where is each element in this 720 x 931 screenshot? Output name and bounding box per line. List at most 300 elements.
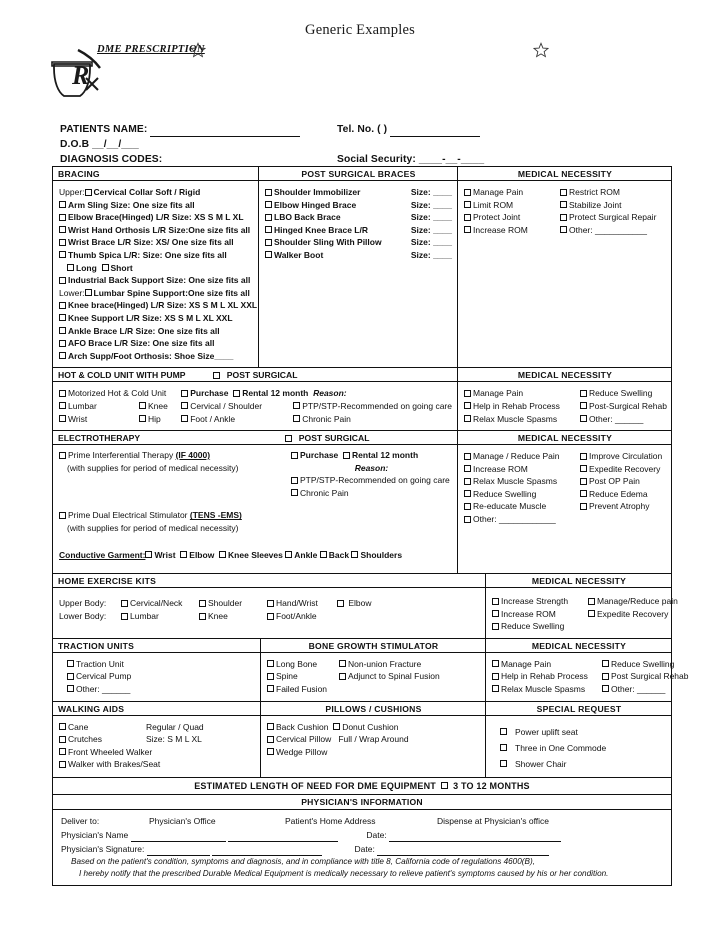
checkbox[interactable]	[464, 226, 471, 233]
checkbox[interactable]	[464, 201, 471, 208]
upper-body-row	[59, 597, 480, 610]
date-label: Date:	[366, 829, 387, 840]
list-item[interactable]: Increase Strength	[492, 595, 578, 608]
physician-name-row	[61, 828, 665, 842]
checkbox[interactable]	[464, 478, 471, 485]
list-item[interactable]: Elbow Brace(Hinged) L/R Size: XS S M L XL	[59, 211, 253, 224]
list-item[interactable]: Cervical / Shoulder	[181, 400, 293, 413]
list-item[interactable]: Power uplift seat	[500, 724, 666, 740]
checkbox[interactable]	[293, 415, 300, 422]
checkbox[interactable]	[267, 748, 274, 755]
deliver-to-row	[61, 814, 665, 828]
deliver-option-home[interactable]: Patient's Home Address	[285, 815, 376, 826]
checkbox[interactable]	[580, 415, 587, 422]
traction-necessity-column	[486, 639, 689, 701]
home-exercise-necessity-column	[486, 574, 678, 638]
star-outline-icon	[533, 42, 549, 58]
hot-cold-necessity-list	[458, 382, 671, 430]
list-item[interactable]: Help in Rehab Process	[464, 400, 570, 413]
checkbox[interactable]	[492, 598, 499, 605]
checkbox[interactable]	[59, 214, 66, 221]
checkbox[interactable]	[102, 264, 109, 271]
diagnosis-row	[60, 152, 660, 167]
purchase-rental-row: Purchase Rental 12 month Reason:	[181, 387, 452, 400]
checkbox[interactable]	[441, 782, 448, 789]
medical-necessity-header: MEDICAL NECESSITY	[458, 167, 671, 181]
legal-line-1: Based on the patient's condition, symptoms and diagnosis, and in compliance with title 8, California code of regulations 4600(B),	[71, 856, 535, 866]
checkbox[interactable]	[560, 189, 567, 196]
hot-cold-header-row	[53, 368, 457, 382]
checkbox[interactable]	[580, 453, 587, 460]
list-item[interactable]: Relax Muscle Spasms	[492, 683, 592, 696]
checkbox[interactable]	[139, 415, 146, 422]
list-item[interactable]: Other: ___________	[560, 224, 666, 237]
checkbox[interactable]	[464, 503, 471, 510]
physician-name-label: Physician's Name	[61, 829, 129, 840]
checkbox[interactable]	[285, 435, 292, 442]
date-input[interactable]	[389, 833, 561, 842]
list-item[interactable]: Reduce Swelling	[580, 387, 667, 400]
list-item[interactable]: Long Bone	[267, 658, 339, 671]
checkbox[interactable]	[67, 264, 74, 271]
list-item[interactable]: Elbow Hinged Brace Size: ____	[265, 199, 452, 212]
checkbox[interactable]	[339, 673, 346, 680]
list-item[interactable]: Protect Joint	[464, 211, 550, 224]
list-item[interactable]: Wrist Brace L/R Size: XS/ One size fits all	[59, 236, 253, 249]
list-item[interactable]: Knee Support L/R Size: XS S M L XL XXL	[59, 312, 253, 325]
checkbox[interactable]	[492, 623, 499, 630]
checkbox[interactable]	[59, 512, 66, 519]
list-item[interactable]: Foot/Ankle	[267, 610, 337, 623]
list-item[interactable]: Shoulder Immobilizer Size: ____	[265, 186, 452, 199]
electrotherapy-post-surgical[interactable]: POST SURGICAL	[285, 431, 369, 444]
legal-line-2: I hereby notify that the prescribed Durable Medical Equipment is medically necessary to relieve patient's symptoms caused by his or her condition.	[79, 869, 609, 879]
list-item[interactable]: Traction Unit	[59, 658, 255, 671]
walking-aids-header: WALKING AIDS	[53, 702, 260, 716]
diagnosis-label: DIAGNOSIS CODES:	[60, 154, 163, 165]
deliver-to-label: Deliver to:	[61, 815, 100, 826]
list-item[interactable]: Manage/Reduce pain	[588, 595, 678, 608]
checkbox[interactable]	[580, 478, 587, 485]
checkbox[interactable]	[145, 551, 152, 558]
signature-input[interactable]	[147, 847, 210, 856]
list-item[interactable]: Shoulder Sling With Pillow Size: ____	[265, 236, 452, 249]
checkbox[interactable]	[59, 736, 66, 743]
list-item[interactable]: Shoulder	[199, 597, 267, 610]
checkbox[interactable]	[500, 760, 507, 767]
physician-info-header: PHYSICIAN'S INFORMATION	[53, 795, 671, 810]
checkbox[interactable]	[181, 402, 188, 409]
checkbox[interactable]	[59, 415, 66, 422]
checkbox[interactable]	[59, 251, 66, 258]
checkbox[interactable]	[560, 214, 567, 221]
list-item[interactable]: Manage / Reduce Pain	[464, 450, 570, 463]
list-item[interactable]: PTP/STP-Recommended on going care	[291, 474, 452, 487]
checkbox[interactable]	[580, 390, 587, 397]
estimated-length-row	[53, 778, 671, 795]
walking-aids-column	[53, 702, 261, 777]
checkbox[interactable]	[464, 516, 471, 523]
checkbox[interactable]	[265, 226, 272, 233]
checkbox[interactable]	[180, 551, 187, 558]
checkbox[interactable]	[464, 453, 471, 460]
list-item[interactable]: Other: ______	[59, 683, 255, 696]
list-item[interactable]: Wrist	[59, 413, 139, 426]
electrotherapy-column	[53, 431, 458, 576]
list-item[interactable]: Expedite Recovery	[588, 608, 678, 621]
checkbox[interactable]	[580, 490, 587, 497]
home-exercise-header: HOME EXERCISE KITS	[53, 574, 485, 588]
home-exercise-column	[53, 574, 486, 638]
list-item[interactable]: Post-Surgical Rehab	[580, 400, 667, 413]
list-item[interactable]: Wedge Pillow	[267, 746, 480, 759]
list-item[interactable]: PTP/STP-Recommended on going care	[293, 400, 452, 413]
checkbox[interactable]	[233, 390, 240, 397]
hot-cold-section	[53, 368, 671, 431]
list-item[interactable]: Restrict ROM	[560, 186, 666, 199]
list-item[interactable]: Arch Supp/Foot Orthosis: Shoe Size____	[59, 350, 253, 363]
device-tens-ems-note: (with supplies for period of medical necessity)	[67, 523, 239, 534]
list-item[interactable]: Manage Pain	[492, 658, 592, 671]
checkbox[interactable]	[602, 660, 609, 667]
traction-column	[53, 639, 261, 701]
checkbox[interactable]	[265, 239, 272, 246]
list-item[interactable]: Three in One Commode	[500, 740, 666, 756]
list-item[interactable]: Post OP Pain	[580, 475, 666, 488]
checkbox[interactable]	[59, 352, 66, 359]
list-item[interactable]: Post Surgical Rehab	[602, 670, 689, 683]
telephone-label: Tel. No. ( )	[337, 124, 391, 135]
checkbox[interactable]	[85, 289, 92, 296]
list-item[interactable]: Relax Muscle Spasms	[464, 475, 570, 488]
physician-name-input-2[interactable]	[228, 833, 338, 842]
medical-necessity-header: MEDICAL NECESSITY	[458, 431, 671, 445]
special-request-list	[486, 716, 671, 777]
list-item[interactable]: Reduce Swelling	[464, 488, 570, 501]
checkbox[interactable]	[59, 390, 66, 397]
checkbox[interactable]	[602, 685, 609, 692]
checkbox[interactable]	[492, 610, 499, 617]
hot-cold-header: HOT & COLD UNIT WITH PUMP	[58, 370, 186, 381]
checkbox[interactable]	[59, 723, 66, 730]
hot-cold-body	[53, 382, 457, 430]
checkbox[interactable]	[464, 415, 471, 422]
pillows-column	[261, 702, 486, 777]
bracing-list	[53, 181, 258, 367]
electrotherapy-necessity-column	[458, 431, 671, 576]
checkbox[interactable]	[492, 685, 499, 692]
device-if4000[interactable]: Prime Interferential Therapy (IF 4000)	[59, 449, 291, 462]
hot-cold-column	[53, 368, 458, 430]
post-surgical-braces-list	[259, 181, 457, 267]
reason-label: Reason:	[354, 462, 389, 473]
checkbox[interactable]	[492, 673, 499, 680]
list-item[interactable]: Wrist Hand Orthosis L/R Size:One size fits all	[59, 224, 253, 237]
list-item[interactable]: Expedite Recovery	[580, 463, 666, 476]
hot-cold-post-surgical[interactable]: POST SURGICAL	[213, 368, 297, 381]
checkbox[interactable]	[59, 277, 66, 284]
list-item[interactable]: Help in Rehab Process	[492, 670, 592, 683]
checkbox[interactable]	[59, 340, 66, 347]
checkbox[interactable]	[464, 402, 471, 409]
lower-body-row	[59, 610, 480, 623]
home-exercise-body	[53, 588, 485, 629]
estimated-length-duration: 3 TO 12 MONTHS	[453, 780, 530, 791]
patient-name-row	[60, 122, 660, 137]
special-request-column	[486, 702, 671, 777]
device-if4000-note: (with supplies for period of medical necessity)	[67, 462, 239, 473]
list-item[interactable]: Failed Fusion	[267, 683, 339, 696]
list-item[interactable]: Long Short	[59, 262, 253, 275]
checkbox[interactable]	[121, 600, 128, 607]
walking-aids-section	[53, 702, 671, 778]
list-item[interactable]: Other: ____________	[464, 513, 570, 526]
checkbox[interactable]	[267, 613, 274, 620]
list-item[interactable]: Cervical/Neck	[121, 597, 199, 610]
physician-signature-label: Physician's Signature:	[61, 843, 145, 854]
list-item[interactable]: Walker Boot Size: ____	[265, 249, 452, 262]
checkbox[interactable]	[59, 452, 66, 459]
lower-body-label: Lower Body:	[59, 611, 107, 621]
list-item[interactable]: Lumbar	[121, 610, 199, 623]
list-item[interactable]: Motorized Hot & Cold Unit	[59, 387, 181, 400]
list-item[interactable]: Knee	[139, 400, 168, 413]
home-exercise-necessity-list	[486, 588, 678, 638]
checkbox[interactable]	[492, 660, 499, 667]
list-item[interactable]: Crutches Size: S M L XL	[59, 733, 255, 746]
list-item[interactable]: Chronic Pain	[293, 413, 452, 426]
list-item[interactable]: Elbow	[337, 597, 372, 610]
checkbox[interactable]	[580, 402, 587, 409]
bone-growth-column	[261, 639, 486, 701]
walking-aids-list	[53, 716, 260, 776]
dob-label[interactable]: D.O.B __/__/___	[60, 139, 139, 150]
star-outline-icon	[190, 42, 206, 58]
checkbox[interactable]	[293, 402, 300, 409]
list-item[interactable]: Reduce Edema	[580, 488, 666, 501]
list-item[interactable]: Other: ______	[602, 683, 689, 696]
patient-name-input[interactable]	[150, 125, 300, 137]
list-item[interactable]: Knee	[199, 610, 267, 623]
svg-text:R: R	[72, 61, 90, 90]
estimated-length-label: ESTIMATED LENGTH OF NEED FOR DME EQUIPMENT	[194, 780, 436, 791]
list-item[interactable]: Upper: Cervical Collar Soft / Rigid	[59, 187, 201, 197]
patient-name-label: PATIENTS NAME:	[60, 124, 148, 135]
checkbox[interactable]	[85, 189, 92, 196]
checkbox[interactable]	[285, 551, 292, 558]
bone-growth-list	[261, 653, 485, 701]
checkbox[interactable]	[59, 327, 66, 334]
checkbox[interactable]	[59, 226, 66, 233]
checkbox[interactable]	[320, 551, 327, 558]
bracing-section	[53, 167, 671, 368]
electrotherapy-header: ELECTROTHERAPY	[58, 433, 141, 444]
checkbox[interactable]	[67, 660, 74, 667]
upper-body-label: Upper Body:	[59, 598, 107, 608]
list-item[interactable]: Industrial Back Support Size: One size fits all	[59, 274, 253, 287]
checkbox[interactable]	[464, 465, 471, 472]
list-item[interactable]: LBO Back Brace Size: ____	[265, 211, 452, 224]
checkbox[interactable]	[500, 728, 507, 735]
telephone-input[interactable]	[390, 125, 480, 137]
checkbox[interactable]	[265, 201, 272, 208]
checkbox[interactable]	[59, 239, 66, 246]
device-tens-ems[interactable]: Prime Dual Electrical Stimulator (TENS -EMS)	[59, 509, 452, 522]
pillows-list	[261, 716, 485, 764]
checkbox[interactable]	[213, 372, 220, 379]
list-item[interactable]: Protect Surgical Repair	[560, 211, 666, 224]
electrotherapy-section	[53, 431, 671, 576]
checkbox[interactable]	[265, 251, 272, 258]
checkbox[interactable]	[199, 613, 206, 620]
list-item[interactable]: Foot / Ankle	[181, 413, 293, 426]
checkbox[interactable]	[181, 415, 188, 422]
list-item[interactable]: Hinged Knee Brace L/R Size: ____	[265, 224, 452, 237]
list-item[interactable]: Relax Muscle Spasms	[464, 413, 570, 426]
deliver-option-office[interactable]: Physician's Office	[149, 815, 216, 826]
list-item[interactable]: Hip	[139, 413, 168, 426]
list-item[interactable]: Thumb Spica L/R: Size: One size fits all	[59, 249, 253, 262]
physician-signature-row	[61, 842, 665, 856]
list-item[interactable]: Reduce Swelling	[492, 620, 578, 633]
checkbox[interactable]	[333, 723, 340, 730]
bone-growth-header: BONE GROWTH STIMULATOR	[261, 639, 485, 653]
list-item[interactable]: Front Wheeled Walker	[59, 746, 255, 759]
list-item[interactable]: Walker with Brakes/Seat	[59, 758, 255, 771]
checkbox[interactable]	[588, 598, 595, 605]
checkbox[interactable]	[291, 477, 298, 484]
date-label-2: Date:	[354, 843, 375, 854]
list-item[interactable]: Re-educate Muscle	[464, 500, 570, 513]
checkbox[interactable]	[181, 390, 188, 397]
checkbox[interactable]	[267, 600, 274, 607]
deliver-option-dispense[interactable]: Dispense at Physician's office	[437, 815, 550, 826]
checkbox[interactable]	[67, 685, 74, 692]
bracing-necessity-list	[458, 181, 671, 241]
checkbox[interactable]	[59, 302, 66, 309]
checkbox[interactable]	[560, 201, 567, 208]
list-item[interactable]: Back Cushion Donut Cushion	[267, 721, 480, 734]
list-item[interactable]: Manage Pain	[464, 186, 550, 199]
bracing-column	[53, 167, 259, 367]
list-item[interactable]: Lumbar	[59, 400, 139, 413]
ssn-label[interactable]: Social Security: ____-__-____	[337, 154, 485, 165]
list-item[interactable]: Chronic Pain	[291, 487, 452, 500]
list-item[interactable]: Prevent Atrophy	[580, 500, 666, 513]
list-item[interactable]: Increase ROM	[464, 224, 550, 237]
page-title: Generic Examples	[305, 22, 415, 38]
list-item[interactable]: Cane Regular / Quad	[59, 721, 255, 734]
checkbox[interactable]	[464, 390, 471, 397]
list-item[interactable]: Knee brace(Hinged) L/R Size: XS S M L XL XXL	[59, 299, 253, 312]
checkbox[interactable]	[267, 685, 274, 692]
traction-list	[53, 653, 260, 701]
list-item[interactable]: Increase ROM	[464, 463, 570, 476]
checkbox[interactable]	[351, 551, 358, 558]
list-item[interactable]: Spine	[267, 670, 339, 683]
electrotherapy-header-row	[53, 431, 457, 445]
checkbox[interactable]	[560, 226, 567, 233]
list-item[interactable]: Reduce Swelling	[602, 658, 689, 671]
checkbox[interactable]	[500, 744, 507, 751]
checkbox[interactable]	[464, 214, 471, 221]
checkbox[interactable]	[291, 452, 298, 459]
checkbox[interactable]	[580, 503, 587, 510]
list-item[interactable]: Other: ______	[580, 413, 667, 426]
signature-input-2[interactable]	[212, 847, 322, 856]
lower-equipment-table	[52, 573, 689, 886]
list-item[interactable]: Adjunct to Spinal Fusion	[339, 670, 440, 683]
checkbox[interactable]	[464, 490, 471, 497]
checkbox[interactable]	[580, 465, 587, 472]
physician-name-input[interactable]	[131, 833, 226, 842]
checkbox[interactable]	[588, 610, 595, 617]
physician-info-body	[53, 810, 671, 885]
checkbox[interactable]	[59, 748, 66, 755]
checkbox[interactable]	[339, 660, 346, 667]
pillows-header: PILLOWS / CUSHIONS	[261, 702, 485, 716]
checkbox[interactable]	[59, 314, 66, 321]
patient-info-block	[60, 122, 660, 167]
list-item[interactable]: Manage Pain	[464, 387, 570, 400]
checkbox[interactable]	[219, 551, 226, 558]
bracing-necessity-column	[458, 167, 671, 367]
checkbox[interactable]	[121, 613, 128, 620]
date-input-2[interactable]	[377, 847, 549, 856]
list-item[interactable]: Improve Circulation	[580, 450, 666, 463]
hot-cold-necessity-column	[458, 368, 671, 430]
list-item[interactable]: Increase ROM	[492, 608, 578, 621]
checkbox[interactable]	[602, 673, 609, 680]
medical-necessity-header: MEDICAL NECESSITY	[486, 574, 671, 588]
checkbox[interactable]	[199, 600, 206, 607]
list-item[interactable]: Arm Sling Size: One size fits all	[59, 199, 253, 212]
checkbox[interactable]	[67, 673, 74, 680]
electrotherapy-necessity-list	[458, 445, 671, 531]
list-item[interactable]: Cervical Pillow Full / Wrap Around	[267, 733, 480, 746]
checkbox[interactable]	[267, 723, 274, 730]
special-request-header: SPECIAL REQUEST	[486, 702, 671, 716]
checkbox[interactable]	[59, 201, 66, 208]
checkbox[interactable]	[59, 761, 66, 768]
checkbox[interactable]	[343, 452, 350, 459]
checkbox[interactable]	[267, 736, 274, 743]
checkbox[interactable]	[464, 189, 471, 196]
list-item[interactable]: Ankle Brace L/R Size: One size fits all	[59, 325, 253, 338]
checkbox[interactable]	[267, 673, 274, 680]
traction-necessity-list	[486, 653, 689, 701]
list-item[interactable]: Shower Chair	[500, 756, 666, 772]
list-item[interactable]: Hand/Wrist	[267, 597, 337, 610]
list-item[interactable]: Non-union Fracture	[339, 658, 440, 671]
checkbox[interactable]	[139, 402, 146, 409]
list-item[interactable]: AFO Brace L/R Size: One size fits all	[59, 337, 253, 350]
checkbox[interactable]	[291, 489, 298, 496]
upper-equipment-table	[52, 166, 672, 577]
list-item[interactable]: Cervical Pump	[59, 670, 255, 683]
list-item[interactable]: Limit ROM	[464, 199, 550, 212]
checkbox[interactable]	[59, 402, 66, 409]
list-item[interactable]: Lower: Lumbar Spine Support:One size fits all	[59, 287, 250, 298]
checkbox[interactable]	[267, 660, 274, 667]
form-title: DME PRESCRIPTION	[97, 44, 205, 55]
checkbox[interactable]	[265, 214, 272, 221]
list-item[interactable]: Stabilize Joint	[560, 199, 666, 212]
post-surgical-braces-header: POST SURGICAL BRACES	[259, 167, 457, 181]
conductive-garment-row: Conductive Garment: Wrist Elbow Knee Sleeves Ankle Back Shoulders	[59, 549, 403, 560]
checkbox[interactable]	[265, 189, 272, 196]
checkbox[interactable]	[337, 600, 344, 607]
